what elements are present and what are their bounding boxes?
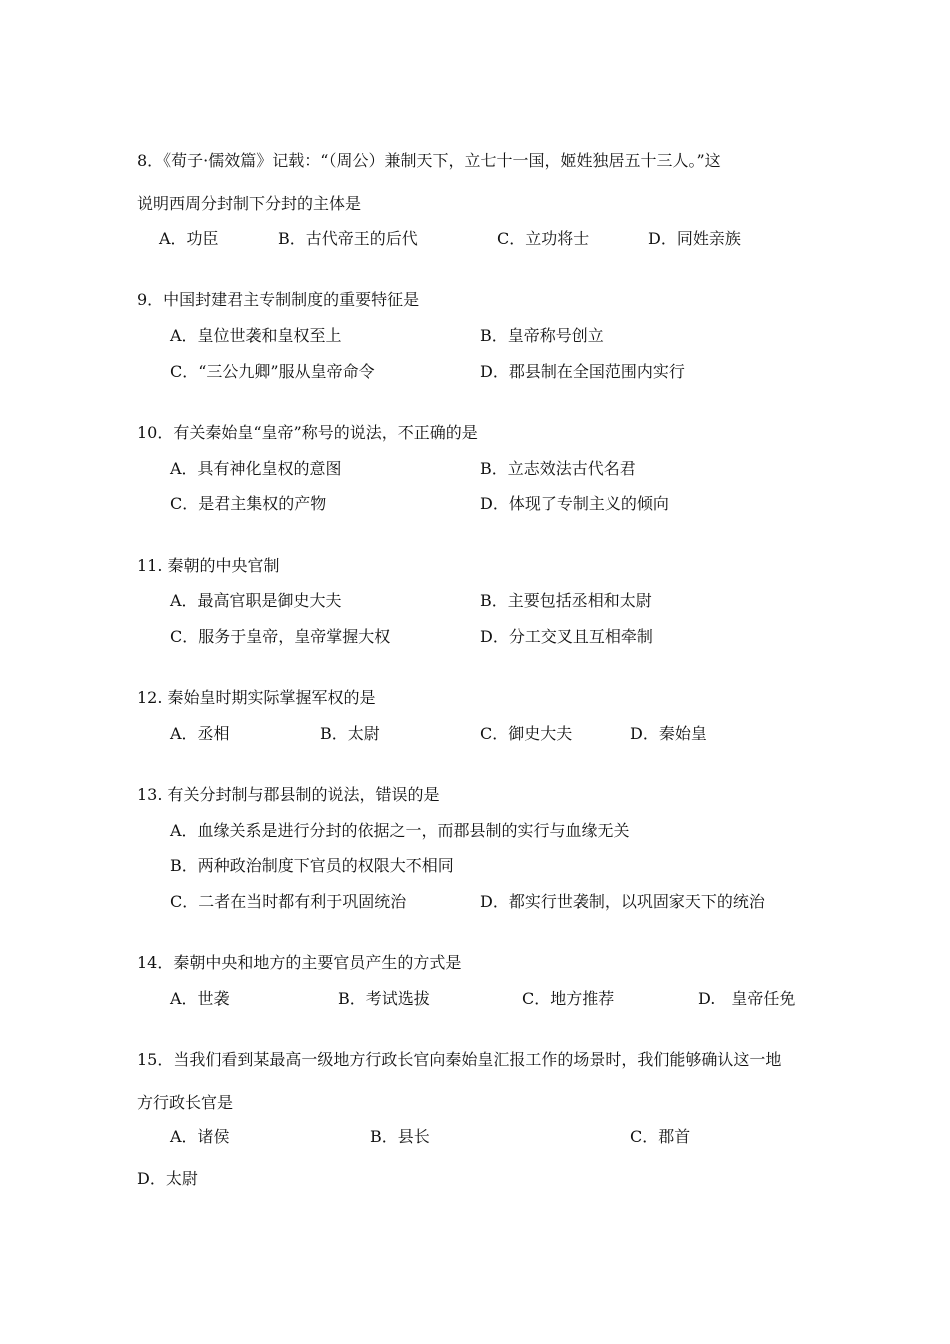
question-12-option-d: D．秦始皇 xyxy=(630,724,707,743)
question-15-stem-line-2: 方行政长官是 xyxy=(137,1093,234,1112)
question-8-option-b: B．古代帝王的后代 xyxy=(278,229,418,248)
question-15-stem-line-1: 15．当我们看到某最高一级地方行政长官向秦始皇汇报工作的场景时，我们能够确认这一地 xyxy=(137,1050,782,1069)
question-8-stem-line-1: 8．《荀子·儒效篇》记载：“（周公）兼制天下，立七十一国，姬姓独居五十三人。”这 xyxy=(137,151,721,170)
question-10-option-a: A．具有神化皇权的意图 xyxy=(170,459,342,478)
question-12-option-c: C．御史大夫 xyxy=(480,724,573,743)
question-10-option-d: D．体现了专制主义的倾向 xyxy=(480,494,669,513)
question-13-option-d: D．都实行世袭制，以巩固家天下的统治 xyxy=(480,892,765,911)
question-15-option-c: C．郡首 xyxy=(630,1127,691,1146)
question-15-option-a: A．诸侯 xyxy=(170,1127,230,1146)
question-14-option-c: C．地方推荐 xyxy=(522,989,615,1008)
question-14-option-a: A．世袭 xyxy=(170,989,230,1008)
question-11-option-a: A．最高官职是御史大夫 xyxy=(170,591,342,610)
question-9-option-c: C．“三公九卿”服从皇帝命令 xyxy=(170,362,375,381)
question-11-option-d: D．分工交叉且互相牵制 xyxy=(480,627,653,646)
question-12-stem: 12. 秦始皇时期实际掌握军权的是 xyxy=(137,688,376,707)
question-10-stem: 10．有关秦始皇“皇帝”称号的说法，不正确的是 xyxy=(137,423,478,442)
question-10-option-c: C．是君主集权的产物 xyxy=(170,494,327,513)
question-9-option-b: B．皇帝称号创立 xyxy=(480,326,604,345)
question-11-option-c: C．服务于皇帝，皇帝掌握大权 xyxy=(170,627,391,646)
question-9-option-d: D．郡县制在全国范围内实行 xyxy=(480,362,685,381)
question-9-stem: 9．中国封建君主专制制度的重要特征是 xyxy=(137,290,420,309)
question-11-stem: 11. 秦朝的中央官制 xyxy=(137,556,280,575)
question-13-option-b: B．两种政治制度下官员的权限大不相同 xyxy=(170,856,454,875)
question-8-option-c: C．立功将士 xyxy=(497,229,590,248)
question-14-option-b: B．考试选拔 xyxy=(338,989,430,1008)
question-13-option-c: C．二者在当时都有利于巩固统治 xyxy=(170,892,407,911)
question-12-option-a: A．丞相 xyxy=(170,724,230,743)
question-14-option-d: D. 皇帝任免 xyxy=(698,989,796,1008)
question-8-option-a: A．功臣 xyxy=(159,229,219,248)
question-14-stem: 14．秦朝中央和地方的主要官员产生的方式是 xyxy=(137,953,462,972)
question-12-option-b: B．太尉 xyxy=(320,724,380,743)
question-8-option-d: D．同姓亲族 xyxy=(648,229,741,248)
question-15-option-d: D．太尉 xyxy=(137,1169,198,1188)
question-8-stem-line-2: 说明西周分封制下分封的主体是 xyxy=(137,194,362,213)
question-15-option-b: B．县长 xyxy=(370,1127,430,1146)
question-10-option-b: B．立志效法古代名君 xyxy=(480,459,636,478)
question-11-option-b: B．主要包括丞相和太尉 xyxy=(480,591,652,610)
question-13-stem: 13. 有关分封制与郡县制的说法，错误的是 xyxy=(137,785,440,804)
question-9-option-a: A．皇位世袭和皇权至上 xyxy=(170,326,342,345)
question-13-option-a: A．血缘关系是进行分封的依据之一，而郡县制的实行与血缘无关 xyxy=(170,821,630,840)
